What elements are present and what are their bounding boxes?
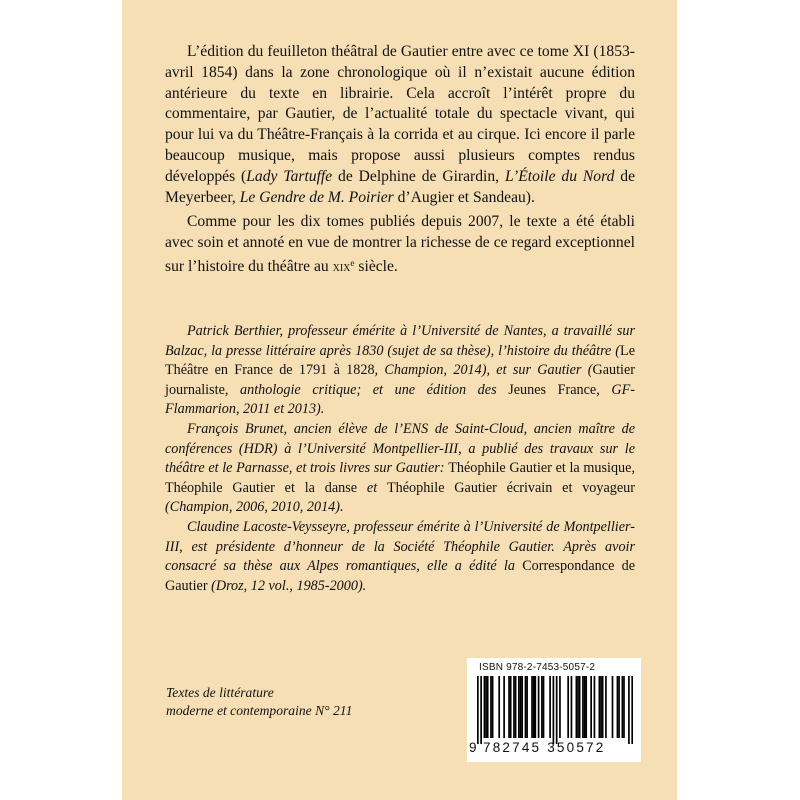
- century-numeral: xix: [332, 259, 351, 276]
- barcode-bar: [579, 676, 581, 738]
- barcode-bar: [549, 676, 551, 738]
- barcode-bar: [521, 676, 523, 738]
- bio-text: François Brunet, ancien élève de l’ENS de Saint-Cloud, ancien maître de conférences (HDR) à l’Université Montpellier-III, a publié des travaux sur le théâtre et le Parnasse, et trois livres sur Gautier:: [165, 420, 635, 477]
- barcode-bar: [526, 676, 528, 738]
- book-title: Le Théâtre en France de 1791 à 1828: [165, 342, 635, 379]
- bio-text: Claudine Lacoste-Veysseyre, professeur émérite à l’Université de Montpellier-III, est présidente d’honneur de la Société Théophile Gautier. Après avoir consacré sa thèse aux Alpes romantiques, elle a édité la: [165, 518, 635, 575]
- barcode-bar: [480, 676, 482, 744]
- barcode-bar: [599, 676, 601, 738]
- barcode-bar: [618, 676, 620, 738]
- author-bio-berthier: [165, 322, 635, 420]
- author-bio-lacoste-veysseyre: [165, 518, 635, 596]
- barcode-bar: [628, 676, 630, 744]
- barcode-bar: [503, 676, 505, 738]
- barcode-bar: [571, 676, 573, 738]
- book-title: Théophile Gautier écrivain et voyageur: [386, 479, 635, 496]
- barcode-bar: [602, 676, 604, 738]
- barcode-bar: [510, 676, 512, 738]
- work-title: Lady Tartuffe: [246, 167, 333, 185]
- barcode-bar: [582, 676, 584, 738]
- bio-text: , anthologie critique; et une édition des: [224, 381, 509, 398]
- barcode: [477, 676, 633, 744]
- barcode-bar: [553, 676, 555, 744]
- barcode-bar: [485, 676, 487, 738]
- barcode-bar: [623, 676, 625, 738]
- barcode-bar: [508, 676, 510, 738]
- barcode-bar: [533, 676, 535, 738]
- isbn-first-digit: 9: [469, 740, 479, 755]
- blurb: [165, 42, 635, 278]
- bio-text: et: [357, 479, 387, 496]
- book-title: Jeunes France: [508, 381, 597, 398]
- barcode-bar: [534, 676, 536, 738]
- blurb-paragraph-2: [165, 212, 635, 278]
- book-title: Gautier journaliste: [165, 362, 635, 398]
- author-bio-brunet: [165, 420, 635, 518]
- century-superscript: e: [350, 258, 355, 269]
- bio-text: Patrick Berthier, professeur émérite à l’Université de Nantes, a travaillé sur Balzac, la presse littéraire après 1830 (sujet de sa thèse), l’histoire du théâtre (: [165, 323, 635, 359]
- barcode-bar: [590, 676, 592, 738]
- barcode-bar: [490, 676, 492, 738]
- isbn-barcode-box: [467, 658, 641, 762]
- barcode-bar: [541, 676, 543, 738]
- work-title: Le Gendre de M. Poirier: [239, 188, 394, 206]
- barcode-bar: [631, 676, 633, 744]
- barcode-bar: [584, 676, 586, 738]
- bio-text: (Droz, 12 vol., 1985-2000).: [207, 577, 367, 594]
- bio-text: , Champion, 2014), et sur Gautier (: [374, 362, 593, 379]
- series-label: [166, 684, 352, 720]
- bio-text: , GF-Flammarion, 2011 et 2013).: [165, 381, 635, 418]
- barcode-bar: [605, 676, 607, 738]
- barcode-bar: [600, 676, 602, 738]
- blurb-paragraph-1: [165, 42, 635, 208]
- series-line-2: moderne et contemporaine N° 211: [166, 703, 353, 718]
- blurb-text: de Meyerbeer,: [165, 167, 635, 206]
- author-bios: [165, 322, 635, 596]
- blurb-text: L’édition du feuilleton théâtral de Gautier entre avec ce tome XI (1853-avril 1854) dans la zone chronologique où il n’existait aucune édition antérieure du texte en librairie. Cela accroît l’intérêt propre du commentaire, par Gautier, de l’actualité totale du spectacle vivant, qui pour lui va du Théâtre-Français à la corrida et au cirque. Ici encore il parle beaucoup musique, mais propose aussi plusieurs comptes rendus développés (: [165, 43, 635, 185]
- blurb-text: d’Augier et Sandeau).: [393, 188, 535, 206]
- barcode-bar: [531, 676, 533, 738]
- barcode-bar: [520, 676, 522, 738]
- book-title: Correspondance de Gautier: [165, 558, 635, 594]
- barcode-bar: [525, 676, 527, 738]
- barcode-bar: [513, 676, 515, 738]
- barcode-bar: [612, 676, 614, 738]
- isbn-remaining-digits: 782745 350572: [483, 740, 606, 755]
- barcode-bar: [538, 676, 540, 738]
- barcode-bar: [576, 676, 578, 738]
- barcode-bar: [585, 676, 587, 738]
- blurb-text: Comme pour les dix tomes publiés depuis 2007, le texte a été établi avec soin et annoté en vue de montrer la richesse de ce regard exceptionnel sur l’histoire du théâtre au: [165, 213, 635, 276]
- barcode-bar: [498, 676, 500, 738]
- isbn-label: ISBN 978-2-7453-5057-2: [479, 662, 596, 673]
- blurb-text: de Delphine de Girardin,: [332, 167, 505, 185]
- barcode-bar: [487, 676, 489, 738]
- barcode-bar: [484, 676, 486, 738]
- barcode-bar: [622, 676, 624, 738]
- barcode-bar: [567, 676, 569, 738]
- bio-text: (Champion, 2006, 2010, 2014).: [165, 499, 344, 516]
- barcode-bar: [594, 676, 596, 738]
- barcode-bar: [617, 676, 619, 738]
- barcode-bar: [492, 676, 494, 738]
- barcode-bar: [477, 676, 479, 744]
- barcode-bar: [559, 676, 561, 738]
- barcode-bar: [556, 676, 558, 744]
- blurb-text: siècle.: [354, 258, 398, 276]
- work-title: L’Étoile du Nord: [504, 167, 615, 185]
- barcode-bar: [515, 676, 517, 738]
- series-line-1: Textes de littérature: [166, 685, 274, 700]
- book-title: Théophile Gautier et la musique, Théophile Gautier et la danse: [165, 460, 635, 496]
- barcode-bar: [543, 676, 545, 738]
- barcode-bar: [577, 676, 579, 738]
- barcode-bar: [518, 676, 520, 738]
